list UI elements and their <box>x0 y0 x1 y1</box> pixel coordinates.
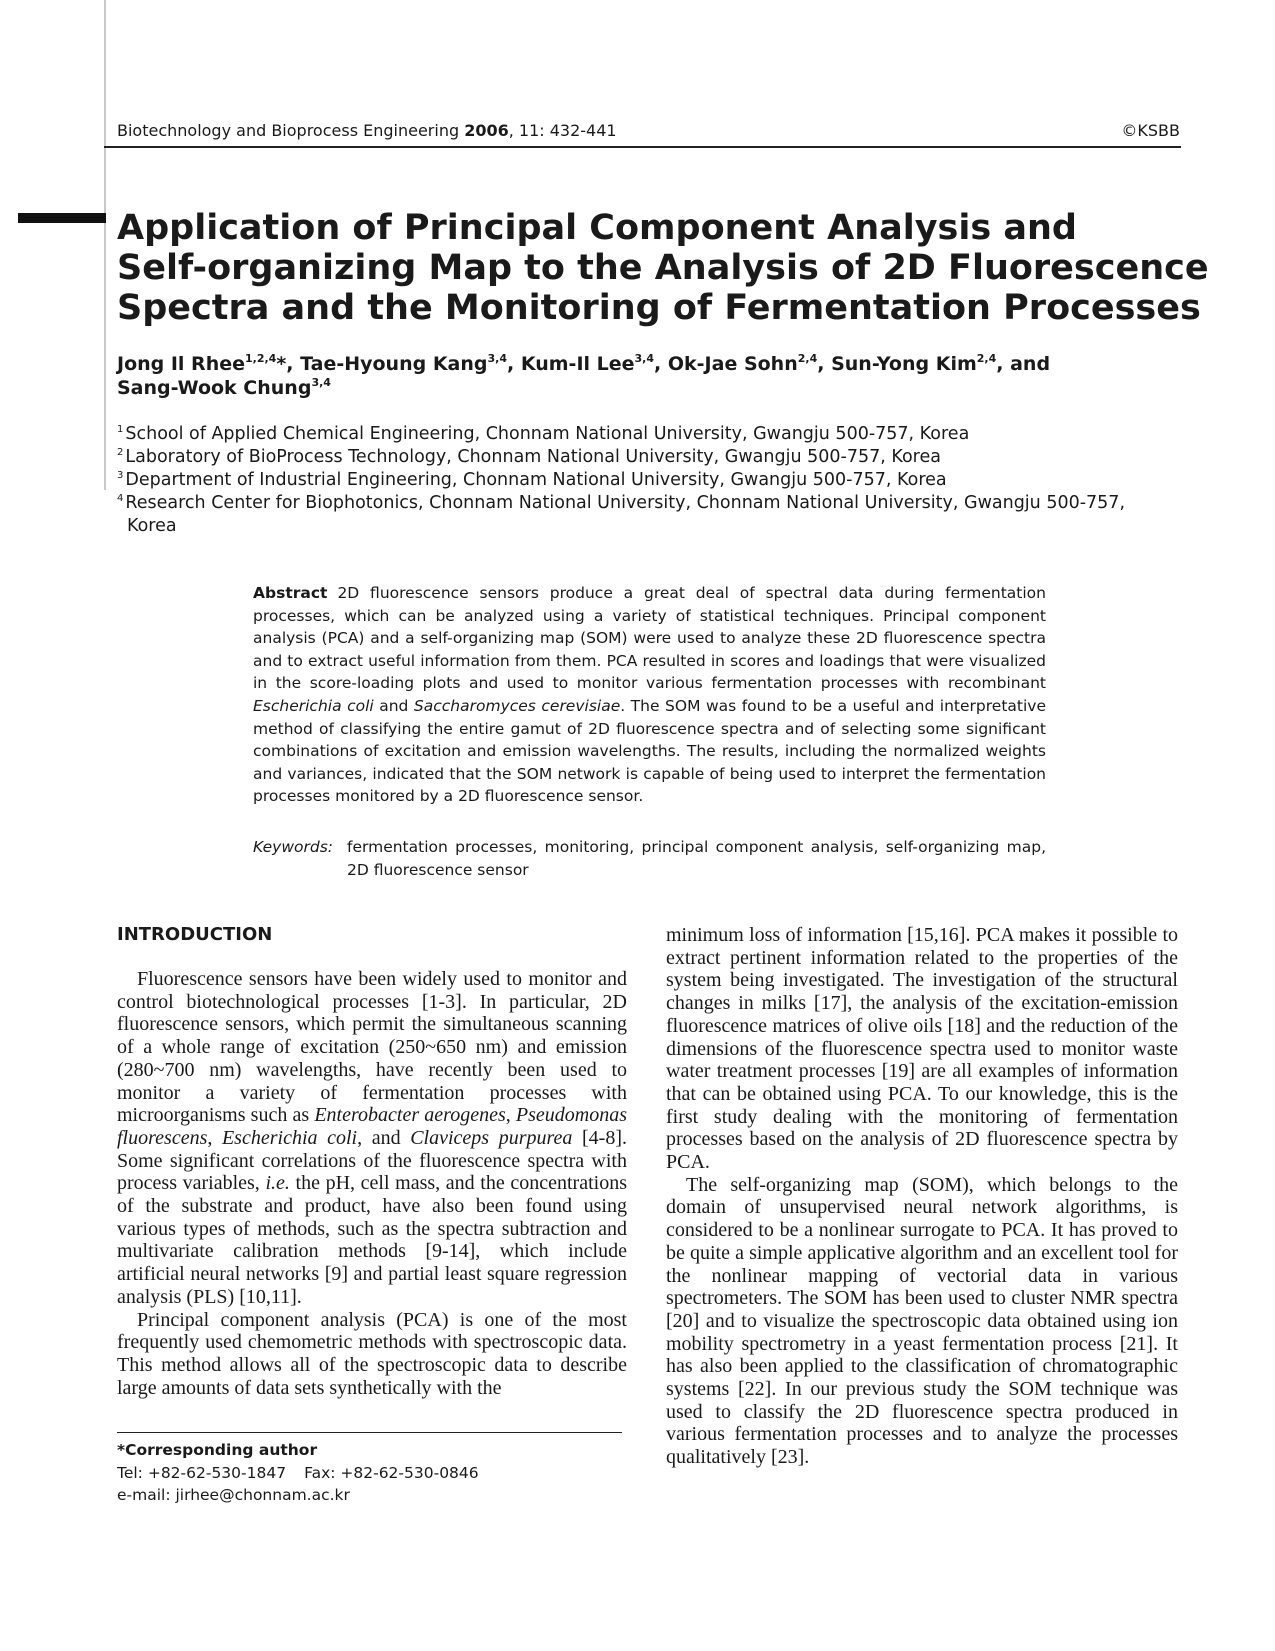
paragraph-text: the pH, cell mass, and the concentrations of the substrate and product, have also been found using various types of methods, such as the spectra subtraction and multivariate calibration methods [9-14], which include artificial neural networks [9] and partial least square regression analysis (PLS) [10,11]. <box>117 1172 627 1308</box>
species-name: Claviceps purpurea <box>410 1126 573 1149</box>
affiliation-text: School of Applied Chemical Engineering, Chonnam National University, Gwangju 500-757, Korea <box>125 424 970 444</box>
paragraph <box>117 968 627 1309</box>
author-name: Tae-Hyoung Kang <box>300 353 488 375</box>
author-separator: , <box>507 353 521 375</box>
footnote-tel: Tel: +82-62-530-1847 <box>117 1463 287 1482</box>
species-name: Saccharomyces cerevisiae <box>413 696 621 715</box>
affiliation-text: Research Center for Biophotonics, Chonnam National University, Chonnam National University, Gwangju 500-757, <box>125 493 1126 513</box>
abstract-text: 2D fluorescence sensors produce a great deal of spectral data during fermentation processes, which can be analyzed using a variety of statistical techniques. Principal component analysis (PCA) and a self-organizing map (SOM) were used to analyze these 2D fluorescence spectra and to extract useful information from them. PCA resulted in scores and loadings that were visualized in the score-loading plots and used to monitor various fermentation processes with recombinant <box>253 584 1046 693</box>
author-separator: , <box>817 353 832 375</box>
body-column-left <box>117 968 627 1399</box>
paragraph-text: Fluorescence sensors have been widely used to monitor and control biotechnological processes [1-3]. In particular, 2D fluorescence sensors, which permit the simultaneous scanning of a whole range of excitation (250~650 nm) and emission (280~700 nm) wavelengths, have recently been used to monitor a variety of fermentation processes with microorganisms such as <box>117 968 627 1127</box>
affiliation-number: 3 <box>117 470 124 481</box>
paragraph: Principal component analysis (PCA) is one of the most frequently used chemometric methods with spectroscopic data. This method allows all of the spectroscopic data to describe large amounts of data sets synthetically with the <box>117 1308 627 1399</box>
affiliation-item <box>117 469 1180 492</box>
section-heading-introduction: INTRODUCTION <box>117 924 273 945</box>
author-separator: , and <box>996 353 1051 375</box>
footnote-contact <box>117 1462 627 1485</box>
affiliation-text: Department of Industrial Engineering, Chonnam National University, Gwangju 500-757, Korea <box>125 470 947 490</box>
paragraph: minimum loss of information [15,16]. PCA makes it possible to extract pertinent information related to the properties of the system being investigated. The investigation of the structural changes in milks [17], the analysis of the excitation-emission fluorescence matrices of olive oils [18] and the reduction of the dimensions of the fluorescence spectra used to monitor waste water treatment processes [19] are all examples of information that can be obtained using PCA. To our knowledge, this is the first study dealing with the monitoring of fermentation processes based on the analysis of 2D fluorescence spectra by PCA. <box>666 924 1178 1174</box>
footnote-title: *Corresponding author <box>117 1441 318 1459</box>
affiliation-item <box>117 423 1180 446</box>
species-name: Pseudomonas fluorescens <box>117 1104 628 1149</box>
footnote-rule <box>117 1432 622 1433</box>
abstract <box>253 582 1046 808</box>
title-line: Application of Principal Component Analysis and <box>117 208 1077 248</box>
species-name: Escherichia coli <box>221 1126 358 1149</box>
author-name: Jong Il Rhee <box>117 353 245 375</box>
author-separator: *, <box>276 353 301 375</box>
header-rule <box>104 146 1181 148</box>
abstract-text: . The SOM was found to be a useful and interpretative method of classifying the entire gamut of 2D fluorescence spectra and of selecting some significant combinations of excitation and emission wavelengths. The results, including the normalized weights and variances, indicated that the SOM network is capable of being used to interpret the fermentation processes monitored by a 2D fluorescence sensor. <box>253 696 1046 806</box>
author-name: Ok-Jae Sohn <box>667 353 798 375</box>
keywords-label <box>253 836 333 859</box>
journal-year: 2006 <box>464 121 509 140</box>
affiliation-item <box>117 446 1180 469</box>
author-name: Sun-Yong Kim <box>831 353 977 375</box>
author-affiliation-sup: 1,2,4 <box>245 352 277 365</box>
species-name: Escherichia coli <box>253 696 374 715</box>
author-name: Kum-Il Lee <box>520 353 635 375</box>
author-affiliation-sup: 2,4 <box>797 352 818 365</box>
paragraph-text: , <box>505 1104 516 1127</box>
running-header <box>117 121 1180 145</box>
affiliation-number: 1 <box>117 424 124 435</box>
copyright: ©KSBB <box>1121 121 1180 140</box>
journal-citation <box>117 121 617 140</box>
paragraph-text: , <box>207 1126 222 1149</box>
paper-title <box>117 208 1209 328</box>
corresponding-author-footnote <box>117 1439 627 1507</box>
affiliation-text: Laboratory of BioProcess Technology, Chonnam National University, Gwangju 500-757, Korea <box>125 447 941 467</box>
author-separator: , <box>654 353 668 375</box>
affiliation-item <box>117 492 1180 515</box>
keywords-text: fermentation processes, monitoring, principal component analysis, self-organizing map, 2D fluorescence sensor <box>347 838 1046 879</box>
author-affiliation-sup: 3,4 <box>487 352 507 365</box>
paragraph-text: , and <box>357 1126 411 1149</box>
journal-volume-pages: , 11: 432-441 <box>508 121 617 140</box>
paragraph-text: [4-8]. Some significant correlations of the fluorescence spectra with process variables, <box>117 1126 627 1195</box>
affiliation-list <box>117 423 1180 538</box>
author-affiliation-sup: 3,4 <box>311 376 331 389</box>
title-line: Self-organizing Map to the Analysis of 2D Fluorescence <box>117 248 1209 288</box>
affiliation-number: 2 <box>117 447 124 458</box>
left-margin-rule <box>104 0 106 490</box>
paragraph: The self-organizing map (SOM), which belongs to the domain of unsupervised neural network algorithms, is considered to be a nonlinear surrogate to PCA. It has proved to be quite a simple applicative algorithm and an excellent tool for the nonlinear mapping of vectorial data in various spectrometers. The SOM has been used to cluster NMR spectra [20] and to visualize the spectroscopic data obtained using ion mobility spectrometry in a yeast fermentation process [21]. It has also been applied to the classification of chromatographic systems [22]. In our previous study the SOM technique was used to classify the 2D fluorescence spectra produced in various fermentation processes and to analyze the processes qualitatively [23]. <box>666 1173 1178 1469</box>
abstract-label: Abstract <box>253 584 328 602</box>
title-marker-bar <box>18 213 106 223</box>
author-name: Sang-Wook Chung <box>117 377 312 399</box>
title-line: Spectra and the Monitoring of Fermentation Processes <box>117 288 1201 328</box>
author-list <box>117 352 1177 400</box>
body-column-right <box>666 924 1178 1469</box>
abbreviation: i.e. <box>265 1172 290 1195</box>
keywords <box>253 836 1046 881</box>
footnote-email: e-mail: jirhee@chonnam.ac.kr <box>117 1486 350 1505</box>
keywords-colon: : <box>327 838 334 856</box>
affiliation-continuation: Korea <box>127 516 177 536</box>
author-affiliation-sup: 3,4 <box>634 352 655 365</box>
affiliation-number: 4 <box>117 493 124 504</box>
journal-name: Biotechnology and Bioprocess Engineering <box>117 121 460 140</box>
species-name: Enterobacter aerogenes <box>314 1104 506 1127</box>
keywords-label-text: Keywords <box>253 838 328 856</box>
footnote-fax: Fax: +82-62-530-0846 <box>304 1463 479 1482</box>
author-affiliation-sup: 2,4 <box>976 352 997 365</box>
abstract-text: and <box>373 696 414 715</box>
